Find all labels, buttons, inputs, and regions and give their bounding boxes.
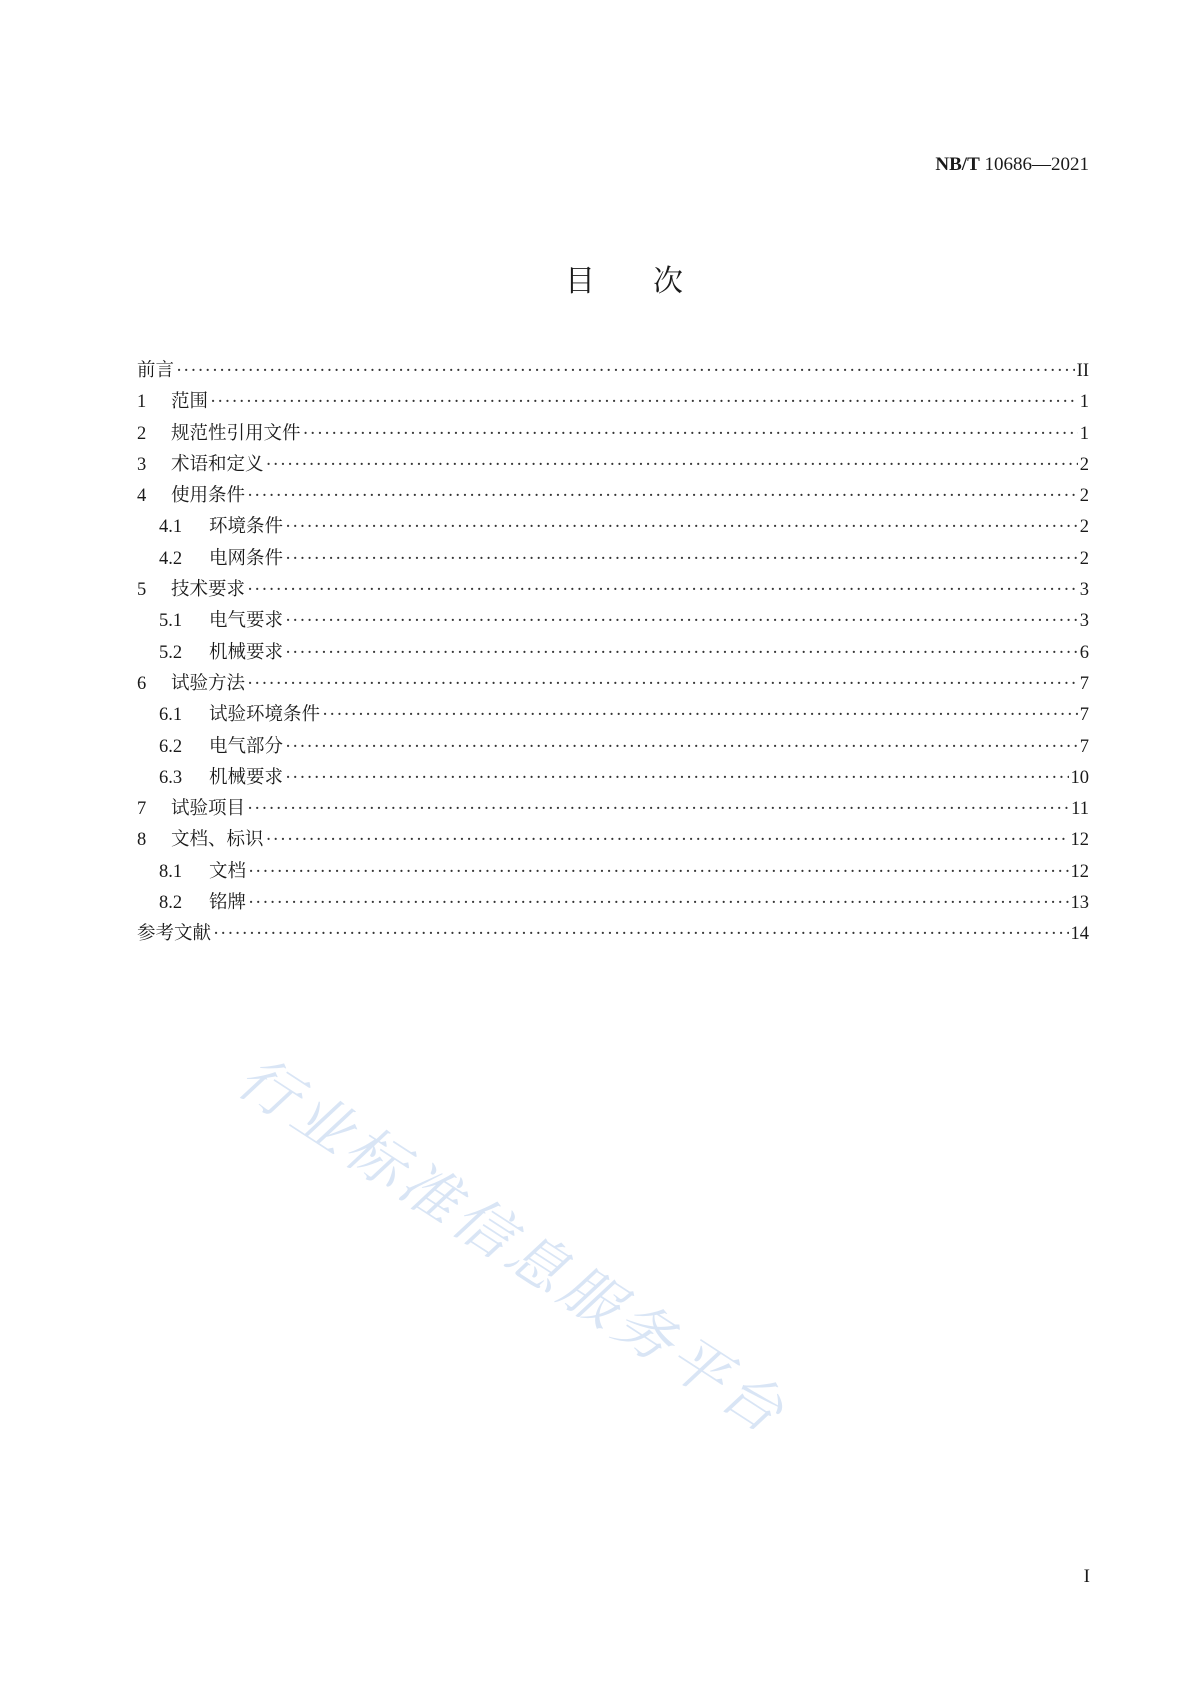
toc-dot-leader	[285, 512, 1078, 543]
toc-entry-page: 2	[1079, 548, 1089, 569]
toc-entry-page: 2	[1079, 486, 1089, 507]
toc-entry[interactable]	[137, 887, 1089, 918]
toc-entry-label: 使用条件	[171, 485, 246, 507]
toc-entry[interactable]	[137, 856, 1089, 887]
toc-entry-number: 1	[137, 392, 147, 413]
toc-entry-label: 术语和定义	[171, 453, 264, 475]
page-number: I	[1083, 1566, 1090, 1587]
toc-dot-leader	[248, 857, 1068, 888]
toc-entry-label: 机械要求	[209, 641, 284, 663]
toc-dot-leader	[303, 419, 1078, 450]
toc-entry-label: 范围	[171, 391, 209, 413]
toc-entry-number: 8.2	[159, 893, 183, 914]
toc-entry-number: 6.3	[159, 767, 183, 788]
toc-dot-leader	[285, 763, 1068, 794]
toc-dot-leader	[266, 825, 1069, 856]
toc-entry[interactable]	[137, 449, 1089, 480]
toc-entry-page: 7	[1079, 673, 1089, 694]
toc-entry-number: 4.1	[159, 517, 183, 538]
toc-entry-label: 试验项目	[171, 798, 246, 820]
toc-entry-page: 1	[1079, 423, 1089, 444]
toc-entry[interactable]	[137, 918, 1089, 949]
toc-entry[interactable]	[137, 637, 1089, 668]
toc-dot-leader	[285, 544, 1078, 575]
toc-entry-page: 2	[1079, 454, 1089, 475]
toc-entry[interactable]	[137, 355, 1089, 386]
toc-dot-leader	[176, 356, 1075, 387]
toc-entry[interactable]	[137, 668, 1089, 699]
toc-entry-page: 3	[1079, 611, 1089, 632]
toc-entry-page: 11	[1071, 799, 1089, 820]
toc-entry-page: 7	[1079, 705, 1089, 726]
toc-entry-page: 12	[1070, 830, 1089, 851]
toc-entry-number: 6	[137, 673, 147, 694]
toc-dot-leader	[210, 387, 1078, 418]
toc-entry-label: 电网条件	[209, 547, 284, 569]
toc-entry-number: 5	[137, 580, 147, 601]
toc-entry-label: 电气要求	[209, 610, 284, 632]
toc-dot-leader	[213, 919, 1068, 950]
toc-entry-page: 7	[1079, 736, 1089, 757]
toc-dot-leader	[248, 888, 1068, 919]
toc-entry-label: 文档、标识	[171, 829, 264, 851]
document-code-prefix: NB/T	[935, 154, 980, 175]
toc-entry-number: 4	[137, 486, 147, 507]
toc-entry[interactable]	[137, 480, 1089, 511]
toc-dot-leader	[322, 700, 1078, 731]
toc-entry-label: 电气部分	[209, 735, 284, 757]
document-code	[935, 154, 1089, 176]
toc-entry-number: 6.2	[159, 736, 183, 757]
toc-entry-label: 参考文献	[137, 923, 212, 945]
toc-entry-page: 3	[1079, 580, 1089, 601]
toc-entry[interactable]	[137, 511, 1089, 542]
toc-entry-label: 技术要求	[171, 579, 246, 601]
toc-entry-label: 文档	[209, 860, 247, 882]
toc-entry-page: 10	[1070, 767, 1089, 788]
toc-entry-number: 5.1	[159, 611, 183, 632]
toc-entry-number: 2	[137, 423, 147, 444]
toc-entry-number: 8	[137, 830, 147, 851]
toc-entry-number: 3	[137, 454, 147, 475]
toc-entry[interactable]	[137, 418, 1089, 449]
toc-entry-label: 规范性引用文件	[171, 422, 301, 444]
toc-entry[interactable]	[137, 386, 1089, 417]
toc-dot-leader	[285, 732, 1078, 763]
toc-dot-leader	[247, 575, 1078, 606]
toc-entry-label: 前言	[137, 360, 175, 381]
toc-entry-page: 12	[1070, 861, 1089, 882]
toc-dot-leader	[247, 481, 1078, 512]
toc-entry[interactable]	[137, 824, 1089, 855]
toc-dot-leader	[266, 450, 1078, 481]
toc-dot-leader	[285, 638, 1078, 669]
toc-dot-leader	[247, 794, 1069, 825]
toc-entry-label: 机械要求	[209, 766, 284, 788]
toc-title: 目次	[565, 264, 741, 299]
toc-entry-label: 环境条件	[209, 516, 284, 538]
watermark: 行业标准信息服务平台	[225, 1042, 800, 1449]
toc-entry-label: 试验环境条件	[209, 704, 321, 726]
toc-dot-leader	[247, 669, 1078, 700]
table-of-contents	[137, 355, 1089, 950]
toc-entry-label: 试验方法	[171, 672, 246, 694]
toc-entry-label: 铭牌	[209, 892, 247, 914]
toc-entry-page: 2	[1079, 517, 1089, 538]
toc-entry-number: 7	[137, 799, 147, 820]
toc-entry[interactable]	[137, 543, 1089, 574]
toc-entry-page: 13	[1070, 893, 1089, 914]
toc-entry-page: 14	[1070, 924, 1089, 945]
toc-entry[interactable]	[137, 605, 1089, 636]
toc-dot-leader	[285, 606, 1078, 637]
toc-entry-number: 6.1	[159, 705, 183, 726]
toc-entry[interactable]	[137, 762, 1089, 793]
toc-entry[interactable]	[137, 699, 1089, 730]
toc-entry-page: 1	[1079, 392, 1089, 413]
toc-entry[interactable]	[137, 574, 1089, 605]
toc-entry-number: 5.2	[159, 642, 183, 663]
document-code-number: 10686—2021	[984, 154, 1089, 175]
toc-entry-number: 8.1	[159, 861, 183, 882]
toc-entry-page: II	[1076, 361, 1089, 381]
toc-entry-page: 6	[1079, 642, 1089, 663]
toc-entry[interactable]	[137, 731, 1089, 762]
toc-entry-number: 4.2	[159, 548, 183, 569]
toc-entry[interactable]	[137, 793, 1089, 824]
